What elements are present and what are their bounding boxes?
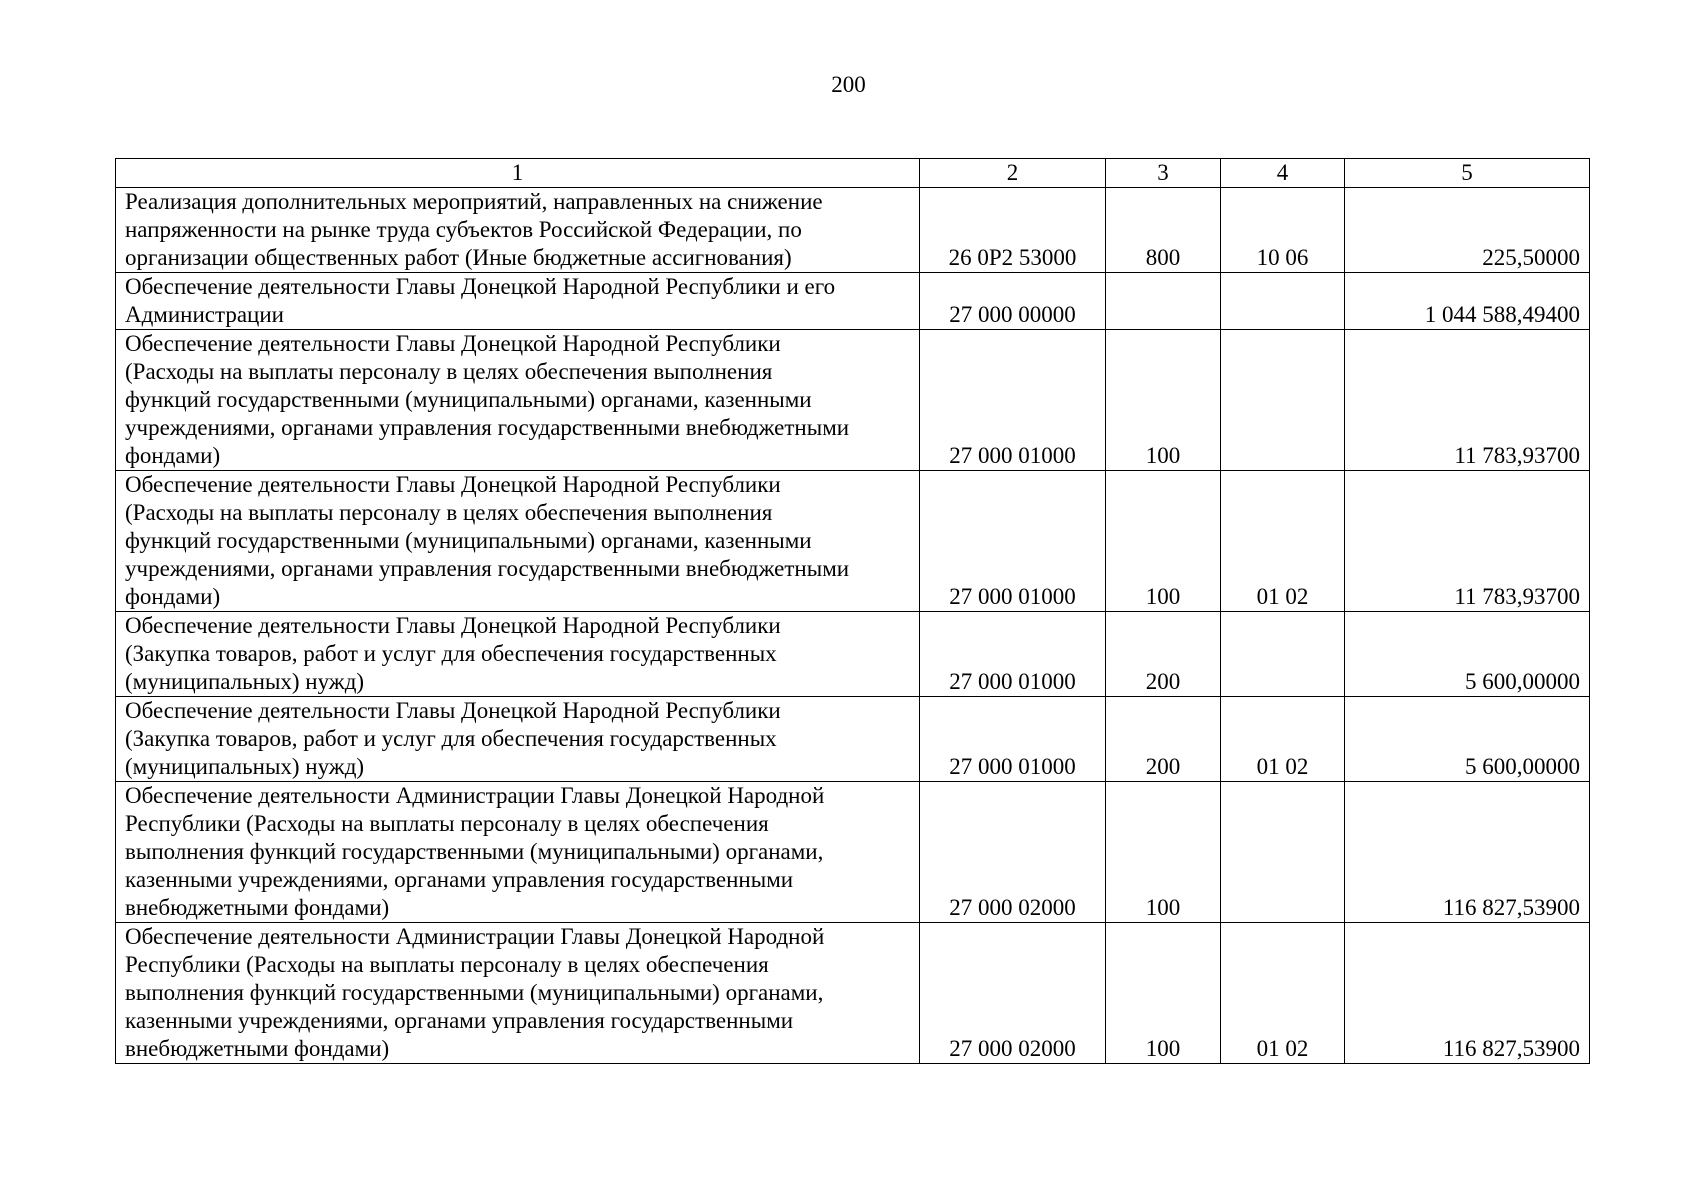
description-line: Обеспечение деятельности Главы Донецкой Народной Республики [125, 613, 781, 638]
table-row [116, 923, 1590, 1064]
table-row [116, 330, 1590, 471]
description-line: (Закупка товаров, работ и услуг для обеспечения государственных [125, 726, 777, 751]
amount-value: 11 783,93700 [1345, 471, 1590, 612]
description-line: функций государственными (муниципальными) органами, казенными [125, 528, 812, 553]
column-header-1: 1 [116, 159, 920, 188]
column-header-2: 2 [920, 159, 1106, 188]
description-line: учреждениями, органами управления государственными внебюджетными [125, 556, 850, 581]
description-line: Реализация дополнительных мероприятий, направленных на снижение [125, 189, 823, 214]
description-line: Обеспечение деятельности Администрации Главы Донецкой Народной [125, 924, 825, 949]
section-subsection-code [1221, 782, 1345, 923]
amount-value: 11 783,93700 [1345, 330, 1590, 471]
expense-kind-code: 200 [1106, 612, 1221, 697]
amount-value: 116 827,53900 [1345, 923, 1590, 1064]
page-number: 200 [831, 72, 866, 97]
table-row [116, 782, 1590, 923]
amount-value: 5 600,00000 [1345, 697, 1590, 782]
description-line: (Расходы на выплаты персоналу в целях обеспечения выполнения [125, 500, 773, 525]
expense-description [116, 471, 920, 612]
description-line: выполнения функций государственными (муниципальными) органами, [125, 980, 824, 1005]
header-row [116, 159, 1590, 188]
target-article-code: 27 000 01000 [920, 612, 1106, 697]
description-line: организации общественных работ (Иные бюджетные ассигнования) [125, 245, 792, 270]
target-article-code: 27 000 02000 [920, 782, 1106, 923]
description-line: учреждениями, органами управления государственными внебюджетными [125, 415, 850, 440]
description-line: Обеспечение деятельности Главы Донецкой Народной Республики и его [125, 274, 836, 299]
description-line: Республики (Расходы на выплаты персоналу в целях обеспечения [125, 811, 769, 836]
amount-value: 5 600,00000 [1345, 612, 1590, 697]
table-row [116, 697, 1590, 782]
expense-kind-code: 100 [1106, 782, 1221, 923]
expense-description [116, 697, 920, 782]
description-line: фондами) [125, 443, 221, 468]
amount-value: 1 044 588,49400 [1345, 273, 1590, 330]
expense-kind-code [1106, 273, 1221, 330]
description-line: (муниципальных) нужд) [125, 754, 365, 779]
budget-table [115, 158, 1590, 1064]
expense-description [116, 923, 920, 1064]
expense-kind-code: 100 [1106, 923, 1221, 1064]
column-header-3: 3 [1106, 159, 1221, 188]
target-article-code: 26 0P2 53000 [920, 188, 1106, 273]
description-line: напряженности на рынке труда субъектов Российской Федерации, по [125, 217, 802, 242]
table-row [116, 188, 1590, 273]
expense-description [116, 782, 920, 923]
description-line: Обеспечение деятельности Главы Донецкой Народной Республики [125, 698, 781, 723]
table-row [116, 612, 1590, 697]
description-line: Обеспечение деятельности Администрации Главы Донецкой Народной [125, 783, 825, 808]
expense-kind-code: 200 [1106, 697, 1221, 782]
table-row [116, 471, 1590, 612]
description-line: внебюджетными фондами) [125, 1036, 390, 1061]
section-subsection-code: 10 06 [1221, 188, 1345, 273]
description-line: (Расходы на выплаты персоналу в целях обеспечения выполнения [125, 359, 773, 384]
description-line: внебюджетными фондами) [125, 895, 390, 920]
description-line: Республики (Расходы на выплаты персоналу в целях обеспечения [125, 952, 769, 977]
section-subsection-code [1221, 273, 1345, 330]
expense-description [116, 330, 920, 471]
description-line: казенными учреждениями, органами управления государственными [125, 867, 794, 892]
description-line: (муниципальных) нужд) [125, 669, 365, 694]
expense-kind-code: 100 [1106, 330, 1221, 471]
section-subsection-code: 01 02 [1221, 697, 1345, 782]
description-line: Администрации [125, 302, 284, 327]
description-line: фондами) [125, 584, 221, 609]
target-article-code: 27 000 01000 [920, 330, 1106, 471]
expense-kind-code: 100 [1106, 471, 1221, 612]
column-header-4: 4 [1221, 159, 1345, 188]
table-header [116, 159, 1590, 188]
amount-value: 116 827,53900 [1345, 782, 1590, 923]
table-row [116, 273, 1590, 330]
expense-description [116, 612, 920, 697]
expense-description [116, 273, 920, 330]
section-subsection-code [1221, 612, 1345, 697]
description-line: выполнения функций государственными (муниципальными) органами, [125, 839, 824, 864]
expense-kind-code: 800 [1106, 188, 1221, 273]
description-line: казенными учреждениями, органами управления государственными [125, 1008, 794, 1033]
target-article-code: 27 000 02000 [920, 923, 1106, 1064]
section-subsection-code [1221, 330, 1345, 471]
target-article-code: 27 000 01000 [920, 471, 1106, 612]
table-body [116, 188, 1590, 1064]
description-line: Обеспечение деятельности Главы Донецкой Народной Республики [125, 472, 781, 497]
target-article-code: 27 000 01000 [920, 697, 1106, 782]
column-header-5: 5 [1345, 159, 1590, 188]
amount-value: 225,50000 [1345, 188, 1590, 273]
target-article-code: 27 000 00000 [920, 273, 1106, 330]
section-subsection-code: 01 02 [1221, 471, 1345, 612]
description-line: Обеспечение деятельности Главы Донецкой Народной Республики [125, 331, 781, 356]
description-line: (Закупка товаров, работ и услуг для обеспечения государственных [125, 641, 777, 666]
description-line: функций государственными (муниципальными) органами, казенными [125, 387, 812, 412]
section-subsection-code: 01 02 [1221, 923, 1345, 1064]
expense-description [116, 188, 920, 273]
